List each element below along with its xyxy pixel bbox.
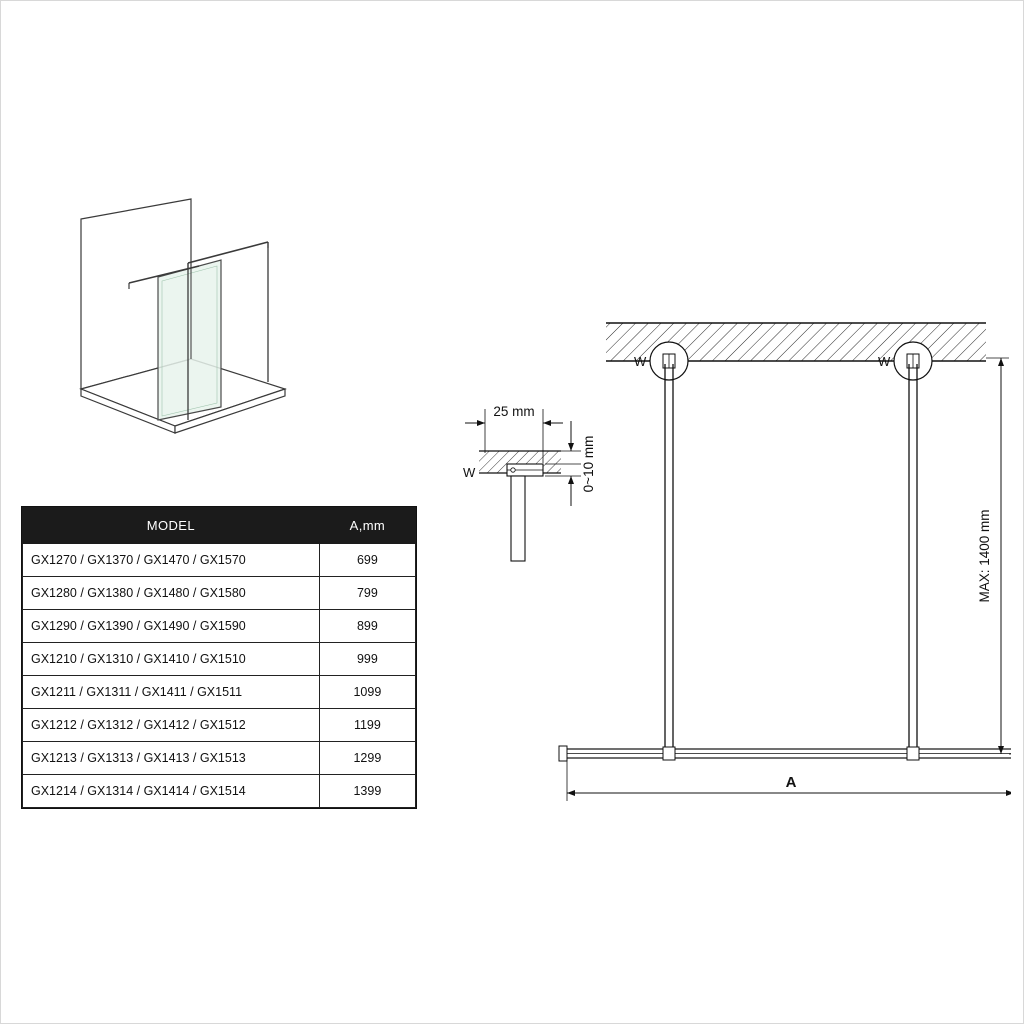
post-right xyxy=(909,364,917,753)
table-row xyxy=(23,577,416,610)
cell-model: GX1210 / GX1310 / GX1410 / GX1510 xyxy=(23,643,320,676)
table-row xyxy=(23,709,416,742)
isometric-illustration xyxy=(53,177,313,447)
label-wall-mount-right: W xyxy=(878,354,891,369)
cell-a: 1099 xyxy=(319,676,415,709)
detail-view xyxy=(463,404,596,561)
label-max-height: MAX: 1400 mm xyxy=(977,509,992,603)
cell-a: 1299 xyxy=(319,742,415,775)
label-wall-mount-left: W xyxy=(634,354,647,369)
wall-bracket-right xyxy=(894,342,932,380)
cell-model: GX1270 / GX1370 / GX1470 / GX1570 xyxy=(23,544,320,577)
cell-model: GX1213 / GX1313 / GX1413 / GX1513 xyxy=(23,742,320,775)
cell-model: GX1211 / GX1311 / GX1411 / GX1511 xyxy=(23,676,320,709)
table-row xyxy=(23,610,416,643)
label-detail-wall-mount: W xyxy=(463,465,476,480)
label-detail-depth: 25 mm xyxy=(493,404,535,419)
glass-panel-rail xyxy=(559,746,1011,761)
cell-model: GX1280 / GX1380 / GX1480 / GX1580 xyxy=(23,577,320,610)
cell-model: GX1290 / GX1390 / GX1490 / GX1590 xyxy=(23,610,320,643)
label-width-a: A xyxy=(785,774,797,791)
post-left xyxy=(665,364,673,753)
cell-a: 899 xyxy=(319,610,415,643)
cell-model: GX1214 / GX1314 / GX1414 / GX1514 xyxy=(23,775,320,808)
cell-a: 699 xyxy=(319,544,415,577)
model-table xyxy=(21,506,417,809)
cell-a: 1399 xyxy=(319,775,415,808)
table-row xyxy=(23,775,416,808)
table-header-row xyxy=(23,508,416,544)
technical-drawing xyxy=(441,301,1011,861)
table-header-model: MODEL xyxy=(23,508,320,544)
table-row xyxy=(23,676,416,709)
cell-a: 1199 xyxy=(319,709,415,742)
cell-a: 999 xyxy=(319,643,415,676)
table-header-a: A,mm xyxy=(319,508,415,544)
table-row xyxy=(23,742,416,775)
cell-a: 799 xyxy=(319,577,415,610)
cell-model: GX1212 / GX1312 / GX1412 / GX1512 xyxy=(23,709,320,742)
wall-bracket-left xyxy=(650,342,688,380)
label-detail-gap: 0~10 mm xyxy=(581,435,596,493)
table-row xyxy=(23,643,416,676)
table-row xyxy=(23,544,416,577)
